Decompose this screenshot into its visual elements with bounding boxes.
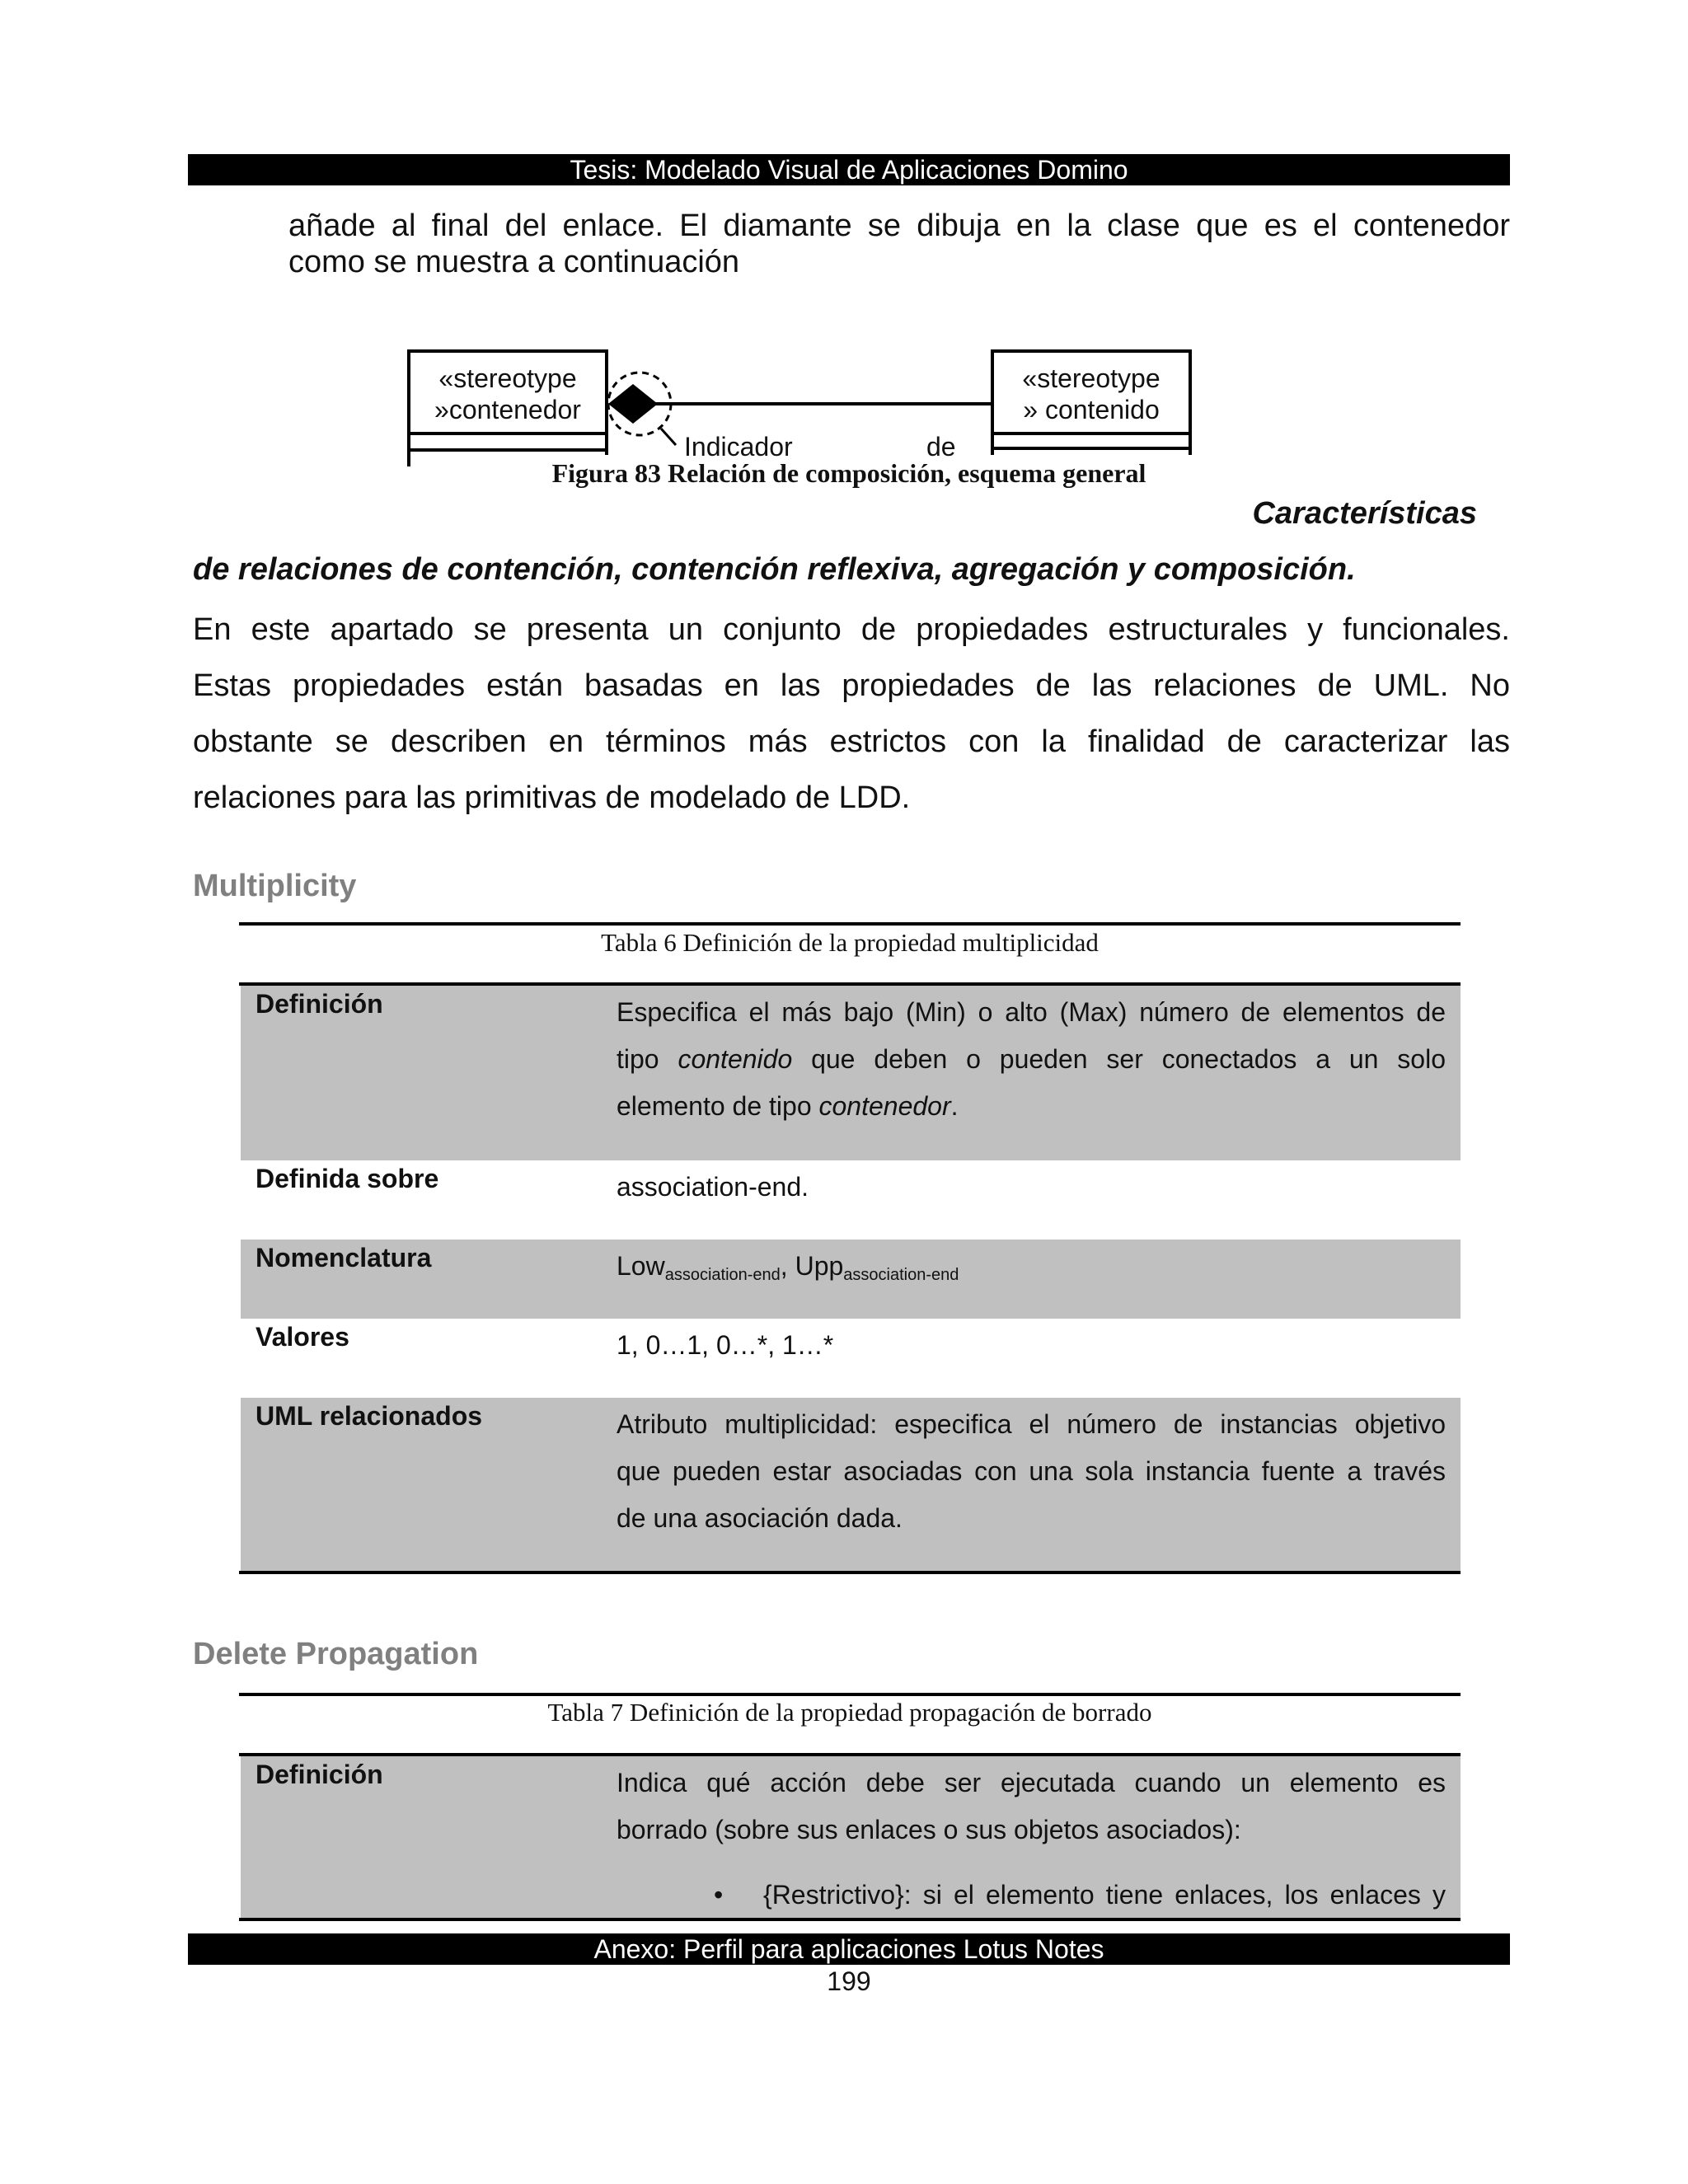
value-line-1: Especifica el más bajo (Min) o alto (Max) número de elementos de [617, 997, 1446, 1027]
value-line-2: que pueden estar asociadas con una sola instancia fuente a través [617, 1456, 1446, 1486]
row-value [617, 989, 1446, 1130]
row-value [617, 1243, 1446, 1290]
text-span: Upp [795, 1251, 844, 1281]
page-header: Tesis: Modelado Visual de Aplicaciones Domino [188, 154, 1510, 185]
body-line-3: obstante se describen en términos más estrictos con la finalidad de caracterizar las [193, 724, 1510, 759]
value-line-2: borrado (sobre sus enlaces o sus objetos asociados): [617, 1815, 1241, 1844]
multiplicity-heading: Multiplicity [193, 869, 357, 903]
row-value [617, 1322, 1446, 1369]
value-line-1: Indica qué acción debe ser ejecutada cuando un elemento es [617, 1768, 1446, 1797]
text-span: tipo [617, 1044, 678, 1074]
row-label: Definición [256, 989, 383, 1019]
subscript: association-end [664, 1266, 781, 1284]
delete-propagation-heading: Delete Propagation [193, 1637, 479, 1671]
container-stereotype-label [409, 363, 607, 425]
table7-top-rule [239, 1693, 1461, 1696]
bullet-icon: • [714, 1880, 724, 1910]
row-value [617, 1401, 1446, 1542]
value-line-1: 1, 0…1, 0…*, 1…* [617, 1330, 834, 1360]
text-span: , [780, 1251, 795, 1281]
figure-caption: Figura 83 Relación de composición, esquema general [551, 458, 1146, 488]
table7-caption: Tabla 7 Definición de la propiedad propagación de borrado [547, 1698, 1152, 1727]
intro-line-1: añade al final del enlace. El diamante se dibuja en la clase que es el contenedor [288, 209, 1510, 243]
contained-stereotype-label [992, 363, 1190, 425]
page-number: 199 [827, 1966, 871, 1996]
table-row-nomenclatura [241, 1240, 1461, 1319]
value-line-1: association-end. [617, 1172, 809, 1202]
table-row-valores [241, 1319, 1461, 1398]
body-line-1: En este apartado se presenta un conjunto de propiedades estructurales y funcionales. [193, 612, 1510, 647]
table-row-definicion-borrado [241, 1756, 1461, 1919]
indicator-de-label: de [926, 432, 956, 462]
page-footer: Anexo: Perfil para aplicaciones Lotus Notes [188, 1933, 1510, 1965]
body-line-2: Estas propiedades están basadas en las propiedades de las relaciones de UML. No [193, 668, 1510, 703]
subscript: association-end [843, 1266, 959, 1284]
container-label-line-2: »contenedor [434, 395, 581, 424]
table6-caption: Tabla 6 Definición de la propiedad multiplicidad [601, 928, 1099, 957]
composition-diamond-icon [608, 384, 658, 424]
table6-top-rule [239, 922, 1461, 926]
value-line-3: de una asociación dada. [617, 1503, 903, 1533]
row-label: Definición [256, 1760, 383, 1789]
section-title-part-2: de relaciones de contención, contención reflexiva, agregación y composición. [193, 552, 1356, 587]
text-span: que deben o pueden ser conectados a un solo [792, 1044, 1447, 1074]
intro-line-2: como se muestra a continuación [288, 245, 740, 279]
emphasis-span: contenido [678, 1044, 793, 1074]
bullet-text: {Restrictivo}: si el elemento tiene enlaces, los enlaces y [763, 1880, 1446, 1910]
contained-label-line-1: «stereotype [1022, 363, 1160, 393]
table7-bottom-rule [239, 1918, 1461, 1921]
row-label: UML relacionados [256, 1401, 483, 1431]
contained-label-line-2: » contenido [1023, 395, 1160, 424]
row-label: Definida sobre [256, 1164, 439, 1193]
value-line-1: Atributo multiplicidad: especifica el número de instancias objetivo [617, 1409, 1446, 1439]
table6-bottom-rule [239, 1571, 1461, 1574]
row-label: Valores [256, 1322, 349, 1352]
text-span: Low [617, 1251, 665, 1281]
value-line-3 [617, 1083, 1446, 1130]
text-span: . [950, 1091, 959, 1121]
text-span: elemento de tipo [617, 1091, 819, 1121]
value-line-1 [617, 1243, 1446, 1290]
emphasis-span: contenedor [818, 1091, 951, 1121]
row-value [617, 1164, 1446, 1211]
section-title-part-1: Características [1252, 496, 1477, 531]
value-line-2 [617, 1036, 1446, 1083]
row-value [617, 1760, 1446, 1854]
body-line-4: relaciones para las primitivas de modelado de LDD. [193, 780, 911, 815]
table-row-definicion [241, 986, 1461, 1160]
table-row-definida-sobre [241, 1160, 1461, 1240]
row-label: Nomenclatura [256, 1243, 432, 1272]
table-row-uml-relacionados [241, 1398, 1461, 1572]
indicator-label: Indicador [684, 432, 793, 462]
container-label-line-1: «stereotype [438, 363, 577, 393]
